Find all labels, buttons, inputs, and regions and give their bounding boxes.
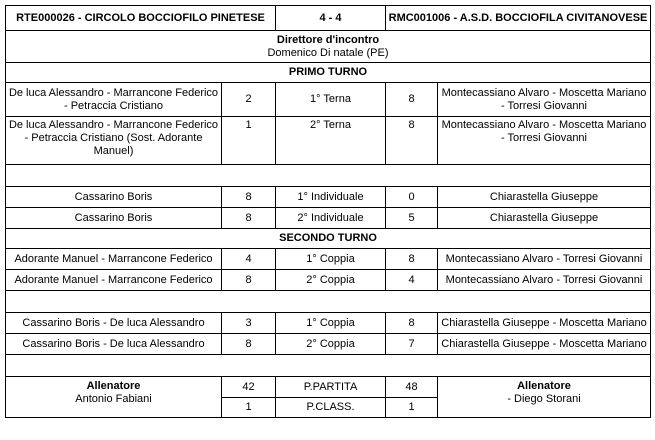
spacer-cell xyxy=(6,291,651,313)
match-row xyxy=(6,187,651,208)
away-coach-cell xyxy=(438,377,651,418)
match-row xyxy=(6,313,651,334)
away-players: Montecassiano Alvaro - Torresi Giovanni xyxy=(438,270,651,291)
away-players: Chiarastella Giuseppe - Moscetta Mariano xyxy=(438,313,651,334)
class-label: P.CLASS. xyxy=(276,398,386,418)
director-row xyxy=(6,31,651,63)
home-players: Cassarino Boris - De luca Alessandro xyxy=(6,334,222,355)
home-players: Adorante Manuel - Marrancone Federico xyxy=(6,249,222,270)
match-type: 2° Coppia xyxy=(276,334,386,355)
home-score: 8 xyxy=(222,187,276,208)
home-players: De luca Alessandro - Marrancone Federico - Petraccia Cristiano xyxy=(6,83,222,117)
home-score: 8 xyxy=(222,270,276,291)
match-type: 1° Individuale xyxy=(276,187,386,208)
away-players: Chiarastella Giuseppe xyxy=(438,187,651,208)
match-type: 2° Individuale xyxy=(276,208,386,229)
match-row xyxy=(6,208,651,229)
home-score: 3 xyxy=(222,313,276,334)
home-team-title: RTE000026 - CIRCOLO BOCCIOFILO PINETESE xyxy=(6,6,276,31)
away-coach-label: Allenatore xyxy=(517,380,571,392)
home-partita-points: 42 xyxy=(222,377,276,398)
match-row xyxy=(6,249,651,270)
away-players: Montecassiano Alvaro - Moscetta Mariano - Torresi Giovanni xyxy=(438,117,651,165)
spacer-row xyxy=(6,355,651,377)
away-players: Chiarastella Giuseppe xyxy=(438,208,651,229)
home-players: De luca Alessandro - Marrancone Federico - Petraccia Cristiano (Sost. Adorante Manuel) xyxy=(6,117,222,165)
home-players: Cassarino Boris - De luca Alessandro xyxy=(6,313,222,334)
match-type: 1° Coppia xyxy=(276,313,386,334)
away-team-title: RMC001006 - A.S.D. BOCCIOFILA CIVITANOVESE xyxy=(386,6,651,31)
away-score: 8 xyxy=(386,83,438,117)
match-report-sheet xyxy=(5,5,650,418)
away-score: 5 xyxy=(386,208,438,229)
match-report-table xyxy=(5,5,651,418)
footer-row-partita xyxy=(6,377,651,398)
director-label: Direttore d'incontro xyxy=(276,33,380,46)
director-cell xyxy=(6,31,651,63)
away-players: Chiarastella Giuseppe - Moscetta Mariano xyxy=(438,334,651,355)
away-coach-name: - Diego Storani xyxy=(507,393,581,405)
away-score: 7 xyxy=(386,334,438,355)
home-coach-name: Antonio Fabiani xyxy=(75,393,152,405)
match-type: 1° Terna xyxy=(276,83,386,117)
section-title-primo-turno: PRIMO TURNO xyxy=(6,63,651,83)
director-name: Domenico Di natale (PE) xyxy=(267,46,389,59)
header-row xyxy=(6,6,651,31)
away-score: 4 xyxy=(386,270,438,291)
match-score: 4 - 4 xyxy=(276,6,386,31)
match-type: 2° Coppia xyxy=(276,270,386,291)
home-score: 8 xyxy=(222,334,276,355)
away-score: 0 xyxy=(386,187,438,208)
away-class-points: 1 xyxy=(386,398,438,418)
section-title-secondo-turno: SECONDO TURNO xyxy=(6,229,651,249)
section-row-secondo xyxy=(6,229,651,249)
spacer-cell xyxy=(6,165,651,187)
spacer-row xyxy=(6,165,651,187)
home-class-points: 1 xyxy=(222,398,276,418)
section-row-primo xyxy=(6,63,651,83)
match-row xyxy=(6,270,651,291)
spacer-row xyxy=(6,291,651,313)
match-row xyxy=(6,83,651,117)
home-score: 2 xyxy=(222,83,276,117)
away-score: 8 xyxy=(386,249,438,270)
home-coach-cell xyxy=(6,377,222,418)
partita-label: P.PARTITA xyxy=(276,377,386,398)
home-score: 1 xyxy=(222,117,276,165)
spacer-cell xyxy=(6,355,651,377)
home-players: Cassarino Boris xyxy=(6,187,222,208)
away-score: 8 xyxy=(386,117,438,165)
home-coach-label: Allenatore xyxy=(86,380,141,392)
match-row xyxy=(6,117,651,165)
away-partita-points: 48 xyxy=(386,377,438,398)
match-type: 2° Terna xyxy=(276,117,386,165)
home-score: 8 xyxy=(222,208,276,229)
home-players: Cassarino Boris xyxy=(6,208,222,229)
home-players: Adorante Manuel - Marrancone Federico xyxy=(6,270,222,291)
away-players: Montecassiano Alvaro - Moscetta Mariano - Torresi Giovanni xyxy=(438,83,651,117)
away-players: Montecassiano Alvaro - Torresi Giovanni xyxy=(438,249,651,270)
match-row xyxy=(6,334,651,355)
home-score: 4 xyxy=(222,249,276,270)
away-score: 8 xyxy=(386,313,438,334)
match-type: 1° Coppia xyxy=(276,249,386,270)
